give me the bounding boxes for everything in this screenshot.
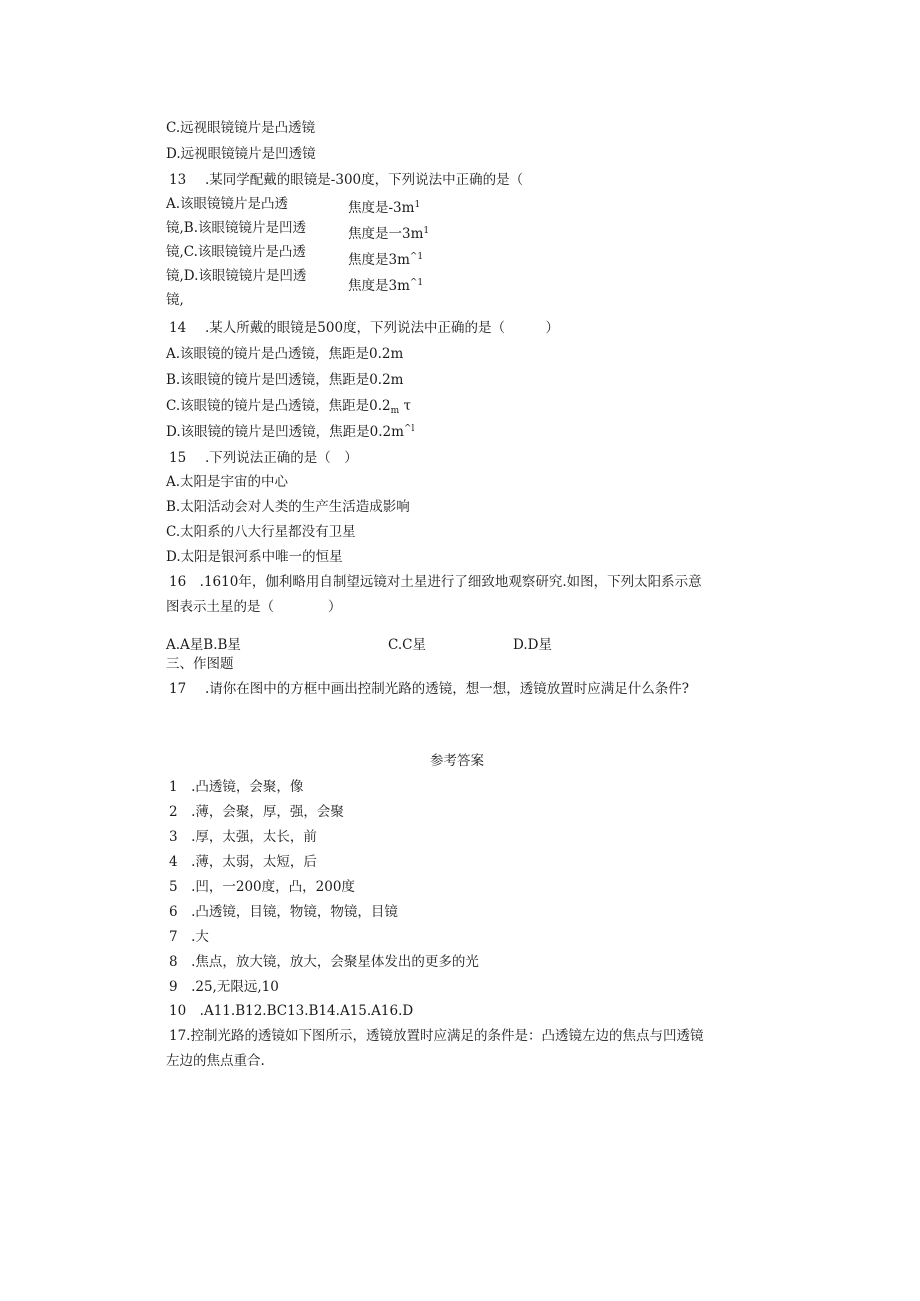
answer-item: 3 .厚，太强，太长，前	[169, 829, 317, 845]
q14-number: 14	[169, 320, 187, 336]
answer-item: 4 .薄，太弱，太短，后	[169, 854, 317, 870]
q14-option-d: D.该眼镜的镜片是凹透镜，焦距是$0.2m^{\^{}l}$	[166, 424, 415, 440]
q15-option-d: D.太阳是银河系中唯一的恒星	[166, 549, 343, 565]
q13-right-line-2: 焦度是一$3m^1$	[348, 226, 430, 242]
q13-right-line-3: 焦度是$3m^{\^{}1}$	[348, 252, 424, 268]
q14-option-a: A.该眼镜的镜片是凸透镜，焦距是0.2m	[166, 346, 404, 362]
q16-option-c: C.C星	[388, 637, 426, 653]
answer-item: 1 .凸透镜，会聚，像	[169, 779, 304, 795]
q17-number: 17	[169, 681, 187, 697]
answer-item: 9 .25,无限远,10	[169, 979, 279, 995]
q12-option-c: C.远视眼镜镜片是凸透镜	[166, 120, 316, 136]
q16-option-d: D.D星	[513, 637, 552, 653]
answer-item: 8 .焦点，放大镜，放大，会聚星体发出的更多的光	[169, 954, 479, 970]
answer-item: 7 .大	[169, 929, 209, 945]
q13-left-line-2: 镜,B.该眼镜镜片是凹透	[166, 220, 307, 236]
answers-title: 参考答案	[430, 753, 484, 769]
q15-option-a: A.太阳是宇宙的中心	[166, 474, 289, 490]
q17-stem: .请你在图中的方框中画出控制光路的透镜，想一想，透镜放置时应满足什么条件?	[205, 681, 690, 697]
q13-left-line-5: 镜,	[166, 292, 184, 308]
answer-17-line-1: 17.控制光路的透镜如下图所示，透镜放置时应满足的条件是：凸透镜左边的焦点与凹透镜	[169, 1028, 704, 1044]
q14-option-c: C.该眼镜的镜片是凸透镜，焦距是$0.2_m$ τ	[166, 398, 411, 416]
q13-number: 13	[169, 172, 187, 188]
q13-stem: .某同学配戴的眼镜是-300度，下列说法中正确的是（	[205, 172, 524, 188]
q16-stem-line-1: 16 .1610年，伽利略用自制望远镜对土星进行了细致地观察研究.如图，下列太阳系示意	[169, 574, 702, 590]
q12-option-d: D.远视眼镜镜片是凹透镜	[166, 146, 316, 162]
q13-right-line-1: 焦度是$-3m^1$	[348, 200, 421, 216]
q15-option-b: B.太阳活动会对人类的生产生活造成影响	[166, 499, 410, 515]
answer-item: 2 .薄，会聚，厚，强，会聚	[169, 804, 344, 820]
q13-left-line-4: 镜,D.该眼镜镜片是凹透	[166, 268, 307, 284]
q14-option-b: B.该眼镜的镜片是凹透镜，焦距是0.2m	[166, 372, 404, 388]
q16-stem-line-2: 图表示土星的是（ ）	[166, 599, 342, 615]
answer-17-line-2: 左边的焦点重合.	[166, 1053, 265, 1069]
answer-item: 5 .凹，一200度，凸，200度	[169, 879, 355, 895]
answer-item: 10 .A11.B12.BC13.B14.A15.A16.D	[169, 1003, 414, 1019]
q15-option-c: C.太阳系的八大行星都没有卫星	[166, 524, 356, 540]
q15-number: 15	[169, 450, 187, 466]
answer-item: 6 .凸透镜，目镜，物镜，物镜，目镜	[169, 904, 398, 920]
q13-left-line-1: A.该眼镜镜片是凸透	[166, 196, 289, 212]
q16-option-ab: A.A星B.B星	[166, 637, 241, 653]
q14-stem: .某人所戴的眼镜是500度，下列说法中正确的是（ ）	[205, 320, 560, 336]
q15-stem: .下列说法正确的是（ ）	[205, 450, 358, 466]
q13-right-line-4: 焦度是$3m^{\^{}1}$	[348, 278, 424, 294]
q13-left-line-3: 镜,C.该眼镜镜片是凸透	[166, 244, 306, 260]
section-heading-drawing: 三、作图题	[166, 656, 234, 672]
